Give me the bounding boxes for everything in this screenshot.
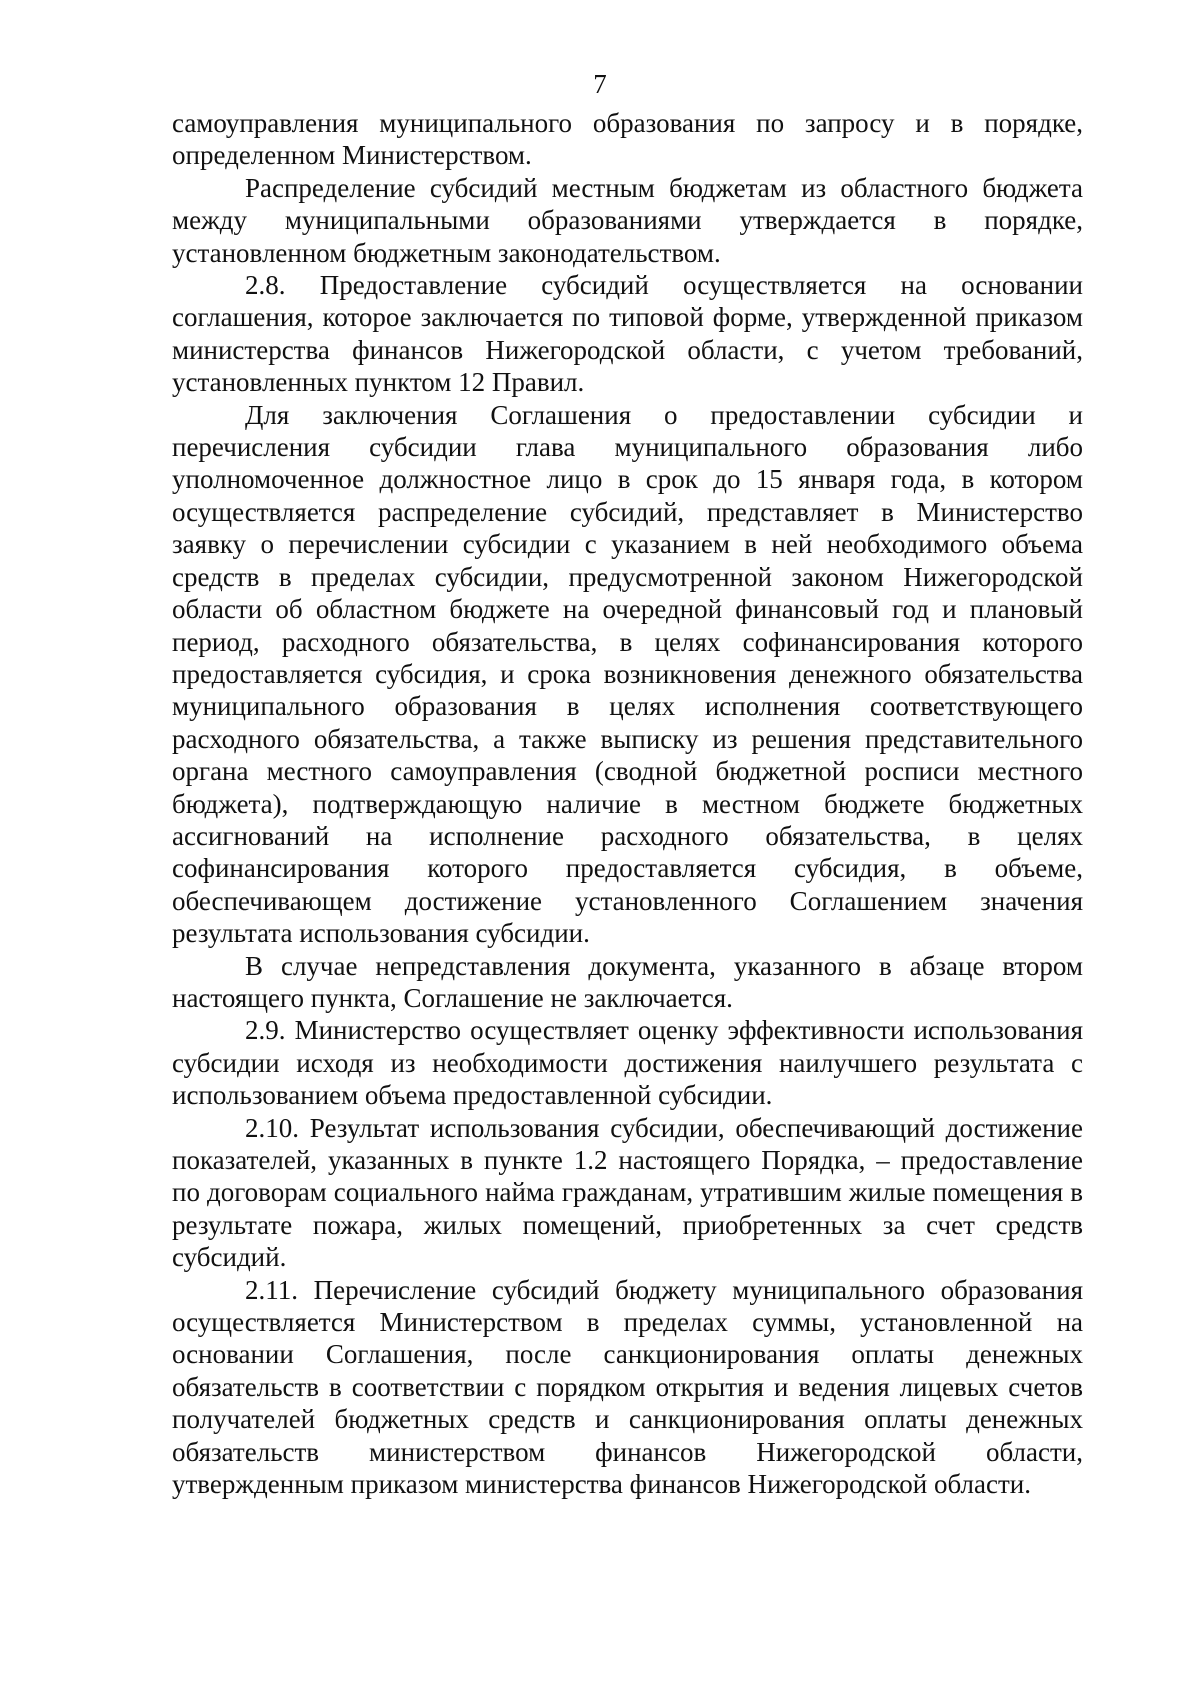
paragraph-continuation: самоуправления муниципального образования по запросу и в порядке, определенном Министерством.	[172, 108, 1083, 171]
paragraph-non-submission: В случае непредставления документа, указанного в абзаце втором настоящего пункта, Соглашение не заключается.	[172, 950, 1083, 1013]
page-number: 7	[593, 69, 607, 99]
paragraph-2-11: 2.11. Перечисление субсидий бюджету муниципального образования осуществляется Министерством в пределах суммы, установленной на основании Соглашения, после санкционирования оплаты денежных обязательств в соответствии с порядком открытия и ведения лицевых счетов получателей бюджетных средств и санкционирования оплаты денежных обязательств министерством финансов Нижегородской области, утвержденным приказом министерства финансов Нижегородской области.	[172, 1274, 1083, 1500]
paragraph-agreement-application: Для заключения Соглашения о предоставлении субсидии и перечисления субсидии глава муниципального образования либо уполномоченное должностное лицо в срок до 15 января года, в котором осуществляется распределение субсидий, представляет в Министерство заявку о перечислении субсидии с указанием в ней необходимого объема средств в пределах субсидии, предусмотренной законом Нижегородской области об областном бюджете на очередной финансовый год и плановый период, расходного обязательства, в целях софинансирования которого предоставляется субсидия, и срока возникновения денежного обязательства муниципального образования в целях исполнения соответствующего расходного обязательства, а также выписку из решения представительного органа местного самоуправления (сводной бюджетной росписи местного бюджета), подтверждающую наличие в местном бюджете бюджетных ассигнований на исполнение расходного обязательства, в целях софинансирования которого предоставляется субсидия, в объеме, обеспечивающем достижение установленного Соглашением значения результата использования субсидии.	[172, 399, 1083, 949]
paragraph-2-8: 2.8. Предоставление субсидий осуществляется на основании соглашения, которое заключается по типовой форме, утвержденной приказом министерства финансов Нижегородской области, с учетом требований, установленных пунктом 12 Правил.	[172, 270, 1083, 398]
paragraph-2-9: 2.9. Министерство осуществляет оценку эффективности использования субсидии исходя из необходимости достижения наилучшего результата с использованием объема предоставленной субсидии.	[172, 1015, 1083, 1111]
paragraph-distribution: Распределение субсидий местным бюджетам из областного бюджета между муниципальными образованиями утверждается в порядке, установленном бюджетным законодательством.	[172, 172, 1083, 268]
document-body	[172, 107, 1083, 1500]
paragraph-2-10: 2.10. Результат использования субсидии, обеспечивающий достижение показателей, указанных в пункте 1.2 настоящего Порядка, – предоставление по договорам социального найма гражданам, утратившим жилые помещения в результате пожара, жилых помещений, приобретенных за счет средств субсидий.	[172, 1112, 1083, 1273]
